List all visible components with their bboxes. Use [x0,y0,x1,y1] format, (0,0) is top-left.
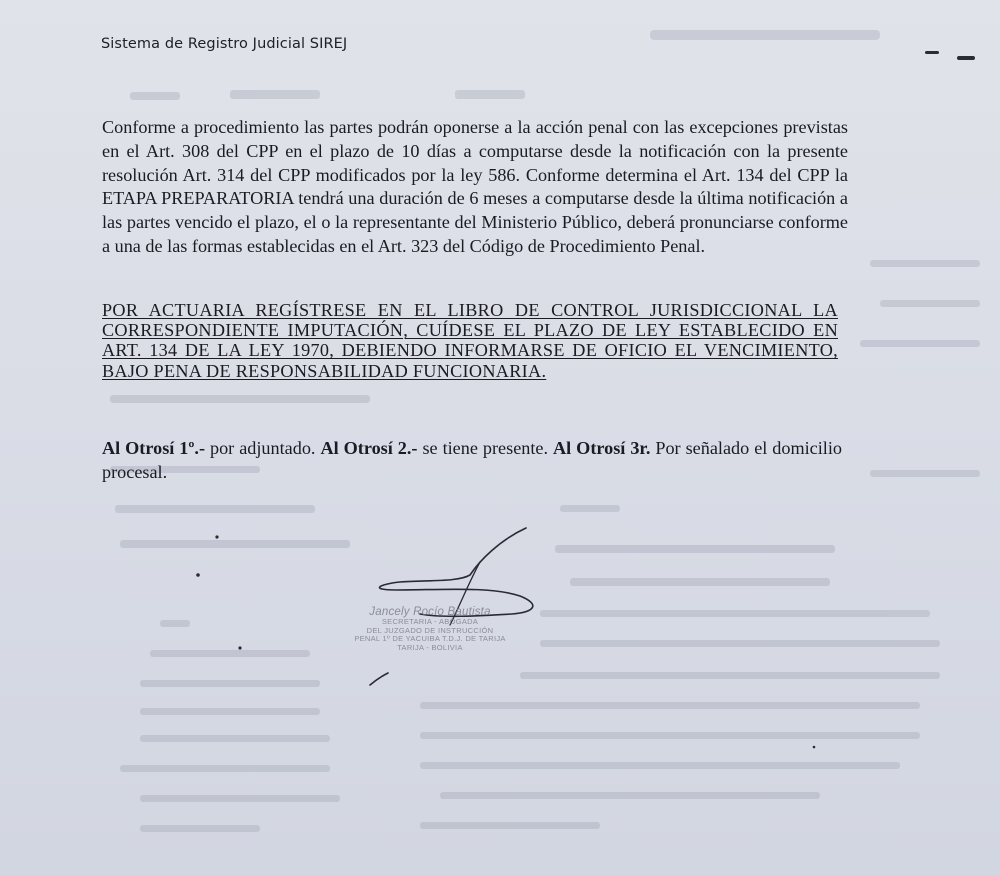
system-header: Sistema de Registro Judicial SIREJ [101,36,348,52]
actuaria-instruction-paragraph: POR ACTUARIA REGÍSTRESE EN EL LIBRO DE CONTROL JURISDICCIONAL LA CORRESPONDIENTE IMPUTACIÓN, CUÍDESE EL PLAZO DE LEY ESTABLECIDO EN ART. 134 DE LA LEY 1970, DEBIENDO INFORMARSE DE OFICIO EL VENCIMIENTO, BAJO PENA DE RESPONSABILIDAD FUNCIONARIA. [102,300,838,381]
secretary-stamp [340,606,520,652]
stamp-location: PENAL 1º DE YACUIBA T.D.J. DE TARIJA [354,634,506,643]
otrosi-1-label: Al Otrosí 1º.- [102,438,206,458]
stamp-country: TARIJA - BOLIVIA [397,642,463,652]
otrosi-3-text: Por señalado el domicilio procesal. [102,438,843,482]
otrosi-2-label: Al Otrosí 2.- [320,438,418,458]
stamp-court: DEL JUZGADO DE INSTRUCCIÓN [366,625,494,635]
stamp-name: Jancely Rocío Bautista [369,606,491,618]
otrosi-paragraph [102,437,842,485]
otrosi-3-label: Al Otrosí 3r. [553,438,651,458]
stamp-title: SECRETARIA - ABOGADA [381,617,479,626]
otrosi-2-text: se tiene presente. [417,438,554,458]
otrosi-1-text: por adjuntado. [205,438,321,458]
procedure-paragraph: Conforme a procedimiento las partes podrán oponerse a la acción penal con las excepciones previstas en el Art. 308 del CPP en el plazo de 10 días a computarse desde la notificación con la presente resolución Art. 314 del CPP modificados por la ley 586. Conforme determina el Art. 134 del CPP la ETAPA PREPARATORIA tendrá una duración de 6 meses a computarse desde la última notificación a las partes vencido el plazo, el o la representante del Ministerio Público, deberá pronunciarse conforme a una de las formas establecidas en el Art. 323 del Código de Procedimiento Penal. [102,117,848,256]
